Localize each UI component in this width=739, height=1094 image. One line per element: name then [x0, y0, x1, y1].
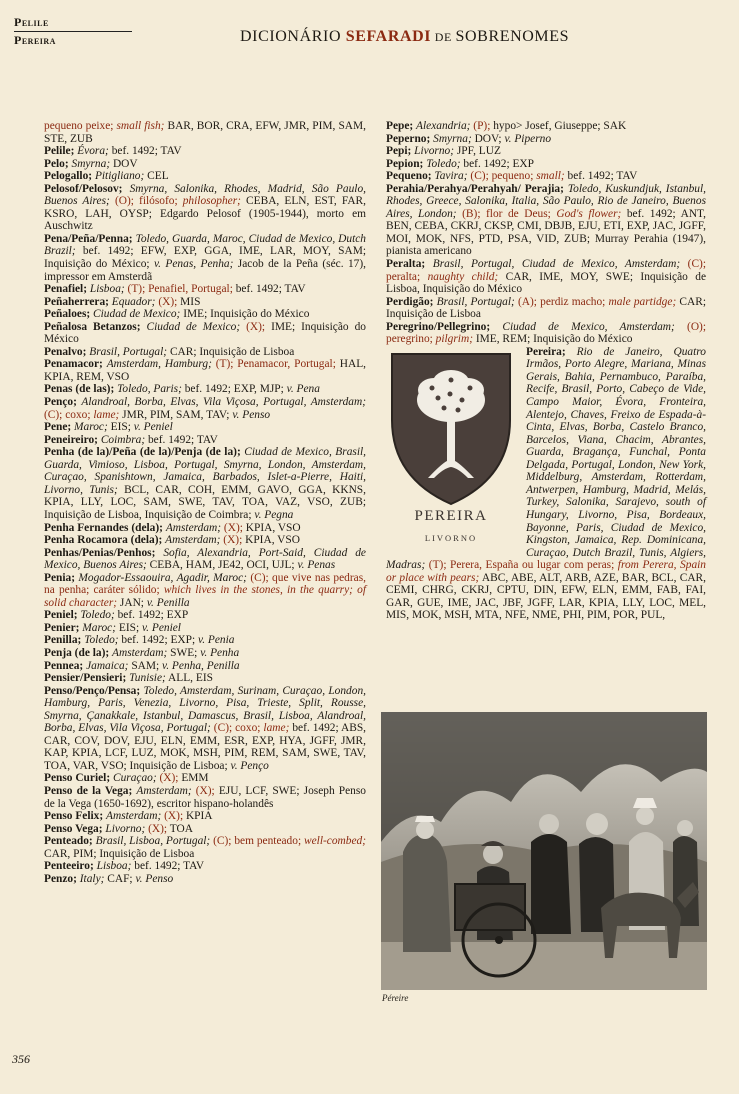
entry-text: HAL, KPIA, REM, VSO — [44, 358, 367, 383]
entry-text: bef. 1492; TAV — [564, 170, 638, 183]
entry-text: Brasil, Portugal, Ciudad de Mexico, Amsterdam; — [432, 258, 681, 271]
entry-text: Tavira; — [434, 170, 468, 183]
entry-text: Amsterdam; — [165, 521, 222, 534]
entry-text: Brasil, Lisboa, Portugal; — [95, 835, 211, 848]
running-head — [14, 14, 132, 49]
dictionary-entry — [386, 296, 706, 321]
entry-text: small fish; — [116, 120, 165, 132]
entry-headword: Penalvo; — [44, 345, 90, 358]
entry-text: Jacob de la Peña (séc. 17), impressor em Amsterdã — [44, 258, 366, 283]
entry-headword: Pelile; — [44, 145, 78, 158]
entry-text: ALL, EIS — [165, 672, 213, 685]
entry-text: bef. 1492; TAV — [131, 860, 205, 873]
title-part-2: SOBRENOMES — [455, 28, 570, 45]
dictionary-entry — [44, 283, 366, 296]
dictionary-entry — [44, 158, 366, 171]
entry-text: Toledo; — [80, 609, 115, 622]
entry-text: ABC, ABE, ALT, ARB, AZE, BAR, BCL, CAR, CEMI, CHRG, CKRJ, CPTU, DIN, EFW, ELN, EMM, FAB, FAI, GAR, GUE, IME, JAC, JBF, JGFF, LAR, KPIA, LLY, LOC, MEL, MIS, MOK, MSH, MTA, NFE, NME, PHI, PIM, POR, PUL, — [386, 571, 706, 622]
entry-headword: Peñaherrera; — [44, 295, 112, 308]
entry-text: Amsterdam; — [136, 784, 192, 797]
entry-text: CEBA, ELN, EST, FAR, KSRO, LAH, OYSP; Edgardo Pelosof (1905-1944), morto em Auschwitz — [44, 195, 366, 233]
entry-text: (T); Penamacor, Portugal; — [211, 358, 336, 371]
entry-text: (P); — [470, 120, 491, 132]
entry-text: TOA — [167, 822, 193, 835]
entry-headword: Pennea; — [44, 659, 87, 672]
pereira-entry — [386, 346, 706, 622]
entry-text: (C); que vive nas pedras, na penha; caráter sólido; — [44, 571, 367, 597]
entry-headword: Penzo; — [44, 872, 80, 885]
entry-text: small; — [536, 170, 565, 183]
entry-text: bef. 1492; TAV — [108, 145, 182, 158]
entry-text: v. Penha, Penilla — [162, 659, 240, 672]
entry-text: Tunisie; — [129, 672, 166, 685]
entry-text: Lisboa; — [96, 860, 132, 873]
entry-headword: Penhas/Penias/Penhos; — [44, 546, 164, 559]
dictionary-entry — [44, 672, 366, 685]
entry-text: Jamaica; — [86, 659, 129, 672]
entry-text: (C); peralta; — [386, 258, 706, 283]
entry-text: Brasil, Portugal; — [89, 345, 168, 358]
right-column-entries — [386, 120, 706, 346]
dictionary-entry — [44, 308, 366, 321]
coat-of-arms — [386, 350, 516, 555]
entry-text: male partidge; — [608, 295, 677, 308]
right-column — [386, 120, 706, 622]
entry-headword: Pena/Peña/Penna; — [44, 232, 136, 245]
entry-text: CEL — [144, 170, 169, 183]
entry-text: CAF; — [104, 872, 136, 885]
entry-text: Rio de Janeiro, Quatro Irmãos, Porto Alegre, Mariana, Minas Gerais, Bahia, Pernambuco, Paraíba, Recife, Brasil, Porto, Cabeço de Vide, Campo Maior, Évora, Fronteira, Alentejo, Chaves, Freixo de Espada-à-Cinta, Elvas, Borba, Castelo Branco, Barcelos, Viana, Chacim, Abrantes, Guarda, Bragança, Funchal, Ponta Delgada, Portugal, London, New York, Middelburg, Amsterdam, Rotterdam, Antwerpen, Hamburg, Madrid, Melás, Turkey, Salonika, Sarajevo, south of Hungary, Livorno, Pisa, Bordeaux, Bayonne, Paris, Ciudad de Mexico, Kingston, Jamaica, Rep. Dominicana, Curaçao, Dutch Brazil, Tunis, Algiers, Madras; — [386, 345, 706, 572]
entry-text: v. Penso — [135, 872, 174, 885]
entry-text: bef. 1492; EXP — [114, 609, 189, 622]
entry-text: CEBA, HAM, JE42, OCI, UJL; — [146, 559, 298, 572]
entry-text: v. Penso — [232, 408, 271, 421]
entry-headword: Pepe; — [386, 120, 417, 132]
entry-text: CAR; Inquisição de Lisboa — [386, 295, 707, 321]
entry-text: (T); Penafiel, Portugal; — [124, 283, 233, 296]
entry-text: (X); — [145, 822, 168, 835]
entry-text: Brasil, Portugal; — [436, 295, 515, 308]
dictionary-entry — [386, 258, 706, 296]
entry-text: Amsterdam; — [165, 534, 221, 547]
entry-text: CAR, IME, MOY, SWE; Inquisição de Lisboa, Inquisição do México — [386, 270, 706, 296]
entry-text: Ciudad de Mexico; — [146, 320, 241, 333]
dictionary-entry — [44, 609, 366, 622]
entry-text: God's flower; — [556, 207, 622, 220]
entry-text: v. Piperno — [504, 132, 552, 145]
entry-text: bef. 1492; EXP, MJP; — [181, 383, 287, 396]
dictionary-entry — [44, 296, 366, 309]
entry-text: (C); bem penteado; — [210, 835, 304, 848]
dictionary-entry — [44, 860, 366, 873]
entry-text: Smyrna; — [433, 132, 472, 145]
entry-text: IME, REM; Inquisição do México — [473, 333, 633, 346]
dictionary-entry — [386, 120, 706, 133]
entry-text: which lives in the stones, in the quarry; of solid character; — [44, 584, 366, 609]
entry-headword: Peñalosa Betanzos; — [44, 320, 147, 333]
dictionary-entry — [386, 158, 706, 171]
entry-headword: Pene; — [44, 421, 75, 434]
entry-headword: Perdigão; — [386, 295, 437, 308]
entry-text: bef. 1492; TAV — [232, 283, 306, 296]
entry-text: Ciudad de Mexico; — [93, 308, 181, 321]
entry-text: (O); filósofo; — [109, 195, 183, 208]
entry-text: Sofia, Alexandria, Port-Said, Ciudad de Mexico, Buenos Aires; — [44, 546, 366, 572]
entry-text: pilgrim; — [435, 333, 473, 346]
entry-text: v. Peniel — [133, 421, 173, 434]
entry-headword: Penamacor; — [44, 358, 107, 371]
entry-text: Toledo; — [426, 157, 461, 170]
dictionary-entry — [386, 133, 706, 146]
entry-text: v. Pegna — [254, 508, 294, 521]
entry-text: Alexandria; — [416, 120, 471, 132]
dictionary-entry — [44, 358, 366, 383]
dictionary-entry — [44, 183, 366, 233]
entry-headword: Penilla; — [44, 634, 85, 647]
dictionary-entry — [44, 547, 366, 572]
dictionary-entry — [44, 772, 366, 785]
entry-text: v. Penço — [230, 759, 269, 772]
entry-text: EMM — [178, 772, 209, 785]
entry-text: (X); — [220, 534, 243, 547]
dictionary-entry — [44, 446, 366, 521]
shield-pear-tree-icon — [388, 350, 514, 508]
entry-text: Toledo, Kuskundjuk, Istanbul, Rhodes, Greece, Salonika, Italia, São Paulo, Rio de Janeiro, Buenos Aires, London; — [386, 182, 706, 220]
dictionary-entry — [44, 660, 366, 673]
entry-text: v. Penas, Penha; — [153, 258, 234, 271]
entry-headword: Peñaloes; — [44, 308, 94, 321]
entry-text: Toledo; — [84, 634, 119, 647]
entry-text: BAR, BOR, CRA, EFW, JMR, PIM, SAM, STE, ZUB — [44, 120, 366, 145]
entry-text: well-combed; — [304, 835, 366, 848]
entry-text: DOV; — [471, 132, 505, 145]
dictionary-entry — [44, 383, 366, 396]
dictionary-entry — [44, 534, 366, 547]
entry-headword: Penso Vega; — [44, 822, 106, 835]
entry-text: Coimbra; — [100, 433, 146, 446]
dictionary-entry — [44, 634, 366, 647]
entry-headword: Pelosof/Pelosov; — [44, 182, 130, 195]
dictionary-entry — [44, 622, 366, 635]
dictionary-entry — [44, 396, 366, 421]
page-number: 356 — [12, 1052, 30, 1066]
entry-text: v. Penha — [200, 646, 240, 659]
entry-headword: Pepion; — [386, 157, 427, 170]
entry-headword: Pequeno; — [386, 170, 435, 183]
entry-text: Toledo, Guarda, Maroc, Ciudad de Mexico, Dutch Brazil; — [44, 232, 366, 258]
entry-text: bef. 1492; EXP — [460, 157, 534, 170]
entry-text: SAM; — [128, 659, 163, 672]
entry-text: JPF, LUZ — [454, 145, 501, 158]
dictionary-entry — [386, 170, 706, 183]
entry-headword: Penso Curiel; — [44, 772, 113, 785]
dictionary-entry — [44, 434, 366, 447]
dictionary-entry — [44, 835, 366, 860]
entry-text: (X); — [240, 320, 266, 333]
dictionary-entry — [44, 120, 366, 145]
entry-headword: Peregrino/Pellegrino; — [386, 320, 503, 333]
entry-text: Évora; — [77, 145, 109, 158]
entry-headword: Penier; — [44, 621, 83, 634]
entry-text: (B); flor de Deus; — [456, 207, 557, 220]
entry-text: Livorno; — [105, 822, 146, 835]
entry-text: (A); perdiz macho; — [514, 295, 609, 308]
entry-text: from Perera, Spain or place with pears; — [386, 559, 706, 584]
entry-text: EIS; — [116, 621, 142, 634]
dictionary-entry — [386, 183, 706, 258]
entry-text: Pitigliano; — [94, 170, 145, 183]
entry-text: Smyrna, Salonika, Rhodes, Madrid, São Paulo, Buenos Aires; — [44, 182, 366, 208]
entry-text: (X); — [156, 772, 179, 785]
entry-text: IME; Inquisição do México — [180, 308, 310, 321]
dictionary-entry — [44, 522, 366, 535]
entry-text: CAR; Inquisição de Lisboa — [167, 345, 295, 358]
entry-headword: Penafiel; — [44, 283, 90, 296]
entry-headword: Penia; — [44, 571, 79, 584]
entry-text: v. Peniel — [141, 621, 181, 634]
entry-text: naughty child; — [427, 270, 499, 283]
coat-of-arms-sublabel: LIVORNO — [424, 532, 478, 543]
entry-headword: Penso/Penço/Pensa; — [44, 684, 144, 697]
entry-text: EJU, LCF, SWE; Joseph Penso de la Vega (1650-1692), escritor hispano-holandês — [44, 784, 366, 810]
entry-text: CAR, PIM; Inquisição de Lisboa — [44, 847, 195, 860]
entry-headword: Penço; — [44, 396, 82, 409]
photo-caption: Péreire — [382, 993, 409, 1003]
entry-headword: Pelogallo; — [44, 170, 95, 183]
entry-text: pequeno peixe; — [44, 120, 117, 132]
entry-text: (X); — [191, 784, 215, 797]
photo-family-carriage-image — [381, 712, 707, 990]
entry-text: EIS; — [107, 421, 134, 434]
entry-text: Ciudad de Mexico, Amsterdam; — [502, 320, 675, 333]
entry-text: Livorno; — [414, 145, 455, 158]
entry-headword: Penso de la Vega; — [44, 784, 137, 797]
entry-text: (X); — [155, 295, 178, 308]
dictionary-entry — [44, 647, 366, 660]
entry-headword: Peperno; — [386, 132, 434, 145]
entry-text: Ciudad de Mexico, Brasil, Guarda, Vimioso, Lisboa, Portugal, Smyrna, London, Amsterdam, Curaçao, Spanishtown, Jamaica, Barbados, Islet-a-Pierre, Haiti, Livorno, Tunis; — [44, 446, 366, 496]
running-head-first-word: Pelile — [14, 15, 49, 29]
entry-text: (X); — [221, 521, 243, 534]
entry-text: philosopher; — [182, 195, 241, 208]
entry-text: (C); coxo; — [210, 722, 264, 735]
entry-text: v. Penia — [198, 634, 235, 647]
entry-text: IME; Inquisição do México — [44, 320, 366, 346]
entry-text: bef. 1492; EXP; — [118, 634, 198, 647]
entry-headword: Penteeiro; — [44, 860, 97, 873]
entry-headword: Penas (de las); — [44, 383, 118, 396]
entry-headword: Perahia/Perahya/Perahyah/ Perajia; — [386, 182, 568, 195]
dictionary-entry — [44, 685, 366, 773]
entry-text: Lisboa; — [89, 283, 125, 296]
dictionary-entry — [44, 873, 366, 886]
entry-headword: Penha Fernandes (dela); — [44, 521, 166, 534]
dictionary-entry — [44, 170, 366, 183]
entry-text: (O); peregrino; — [386, 320, 706, 346]
entry-text: bef. 1492; EFW, EXP, GGA, IME, LAR, MOY, SAM; Inquisição do México; — [44, 245, 366, 271]
entry-text: KPIA, VSO — [242, 534, 300, 547]
entry-text: Alandroal, Borba, Elvas, Vila Viçosa, Portugal, Amsterdam; — [81, 396, 366, 409]
coat-of-arms-label: PEREIRA — [414, 507, 488, 524]
historical-photograph — [381, 712, 707, 990]
title-part-1: DICIONÁRIO — [240, 28, 346, 45]
entry-headword: Penha Rocamora (dela); — [44, 534, 166, 547]
running-head-last-word: Pereira — [14, 33, 56, 47]
dictionary-entry — [44, 823, 366, 836]
entry-text: v. Penas — [297, 559, 336, 572]
entry-text: DOV — [110, 157, 138, 170]
entry-text: Amsterdam; — [106, 810, 162, 823]
entry-text: Italy; — [79, 872, 105, 885]
entry-text: BCL, CAR, COH, EMM, GAVO, GGA, KKNS, KPIA, LLY, LOC, SAM, SWE, TAV, TOA, VAZ, VSO, ZUB; Inquisição de Lisboa, Inquisição de Coimbra; — [44, 483, 366, 521]
entry-headword: Penteado; — [44, 835, 96, 848]
dictionary-entry — [44, 321, 366, 346]
left-column — [44, 120, 366, 885]
entry-text: Mogador-Essaouira, Agadir, Maroc; — [78, 571, 247, 584]
entry-text: bef. 1492; ANT, BEN, CEBA, CKRJ, CKSP, CMI, DBJB, EJU, ETI, EXP, JAC, JGFF, MOI, MOK, NFS, PTD, PSA, VID, ZUB; Murray Perahia (1947), pianista americano — [386, 207, 706, 258]
entry-text: KPIA — [183, 810, 213, 823]
entry-headword: Peneireiro; — [44, 433, 101, 446]
entry-text: Curaçao; — [112, 772, 157, 785]
entry-text: lame; — [93, 408, 120, 421]
entry-headword: Pereira; — [526, 345, 577, 358]
dictionary-entry — [386, 145, 706, 158]
entry-headword: Peniel; — [44, 609, 81, 622]
entry-text: Maroc; — [82, 621, 117, 634]
entry-text: Smyrna; — [71, 157, 111, 170]
entry-text: MIS — [177, 295, 201, 308]
entry-text: hypo> Josef, Giuseppe; SAK — [490, 120, 627, 132]
entry-headword: Penja (de la); — [44, 646, 113, 659]
entry-text: JAN; — [117, 596, 147, 609]
dictionary-entry — [44, 233, 366, 283]
entry-text: Toledo, Amsterdam, Surinam, Curaçao, London, Hamburg, Paris, Venezia, Livorno, Pisa, Trieste, Split, Rousse, Smyrna, Çanakkale, Istanbul, Damascus, Brasil, Lisboa, Alandroal, Borba, Elvas, Vila Viçosa, Portugal; — [44, 684, 366, 735]
title-de: DE — [431, 30, 456, 44]
dictionary-entry — [386, 321, 706, 346]
entry-text: (X); — [161, 810, 184, 823]
entry-text: JMR, PIM, SAM, TAV; — [119, 408, 233, 421]
dictionary-entry — [44, 346, 366, 359]
dictionary-entry — [44, 785, 366, 810]
dictionary-entry — [44, 810, 366, 823]
title-accent-word: SEFARADI — [345, 28, 432, 45]
dictionary-entry — [44, 572, 366, 610]
entry-text: (C); pequeno; — [467, 170, 537, 183]
entry-headword: Penso Felix; — [44, 810, 107, 823]
book-title — [240, 28, 569, 46]
dictionary-entry — [44, 145, 366, 158]
dictionary-entry — [44, 421, 366, 434]
entry-text: Toledo, Paris; — [117, 383, 182, 396]
entry-text: Amsterdam, Hamburg; — [106, 358, 212, 371]
entry-text: KPIA, VSO — [242, 521, 301, 534]
entry-text: Amsterdam; — [112, 646, 168, 659]
entry-text: SWE; — [167, 646, 201, 659]
entry-text: Equador; — [111, 295, 156, 308]
entry-text: bef. 1492; TAV — [145, 433, 218, 446]
entry-headword: Pepi; — [386, 145, 415, 158]
entry-headword: Peralta; — [386, 258, 433, 271]
entry-headword: Pelo; — [44, 157, 72, 170]
entry-text: Maroc; — [74, 421, 108, 434]
entry-headword: Penha (de la)/Peña (de la)/Penja (de la); — [44, 446, 245, 459]
entry-text: bef. 1492; ABS, CAR, COV, DOV, EJU, ELN, EMM, ESR, EXP, HYA, JGFF, JMR, KAP, KPIA, LCF, LUZ, MOK, MSH, PIM, REM, SAM, SWE, TAV, TOA, VAR, VSO; Inquisição de Lisboa; — [44, 722, 367, 772]
entry-headword: Pensier/Pensieri; — [44, 672, 130, 685]
entry-text: (T); Perera, España ou lugar com peras; — [425, 559, 618, 572]
entry-text: lame; — [263, 722, 290, 735]
entry-text: (C); coxo; — [44, 408, 94, 421]
entry-text: v. Pena — [286, 383, 320, 396]
entry-text: v. Penilla — [146, 596, 190, 609]
